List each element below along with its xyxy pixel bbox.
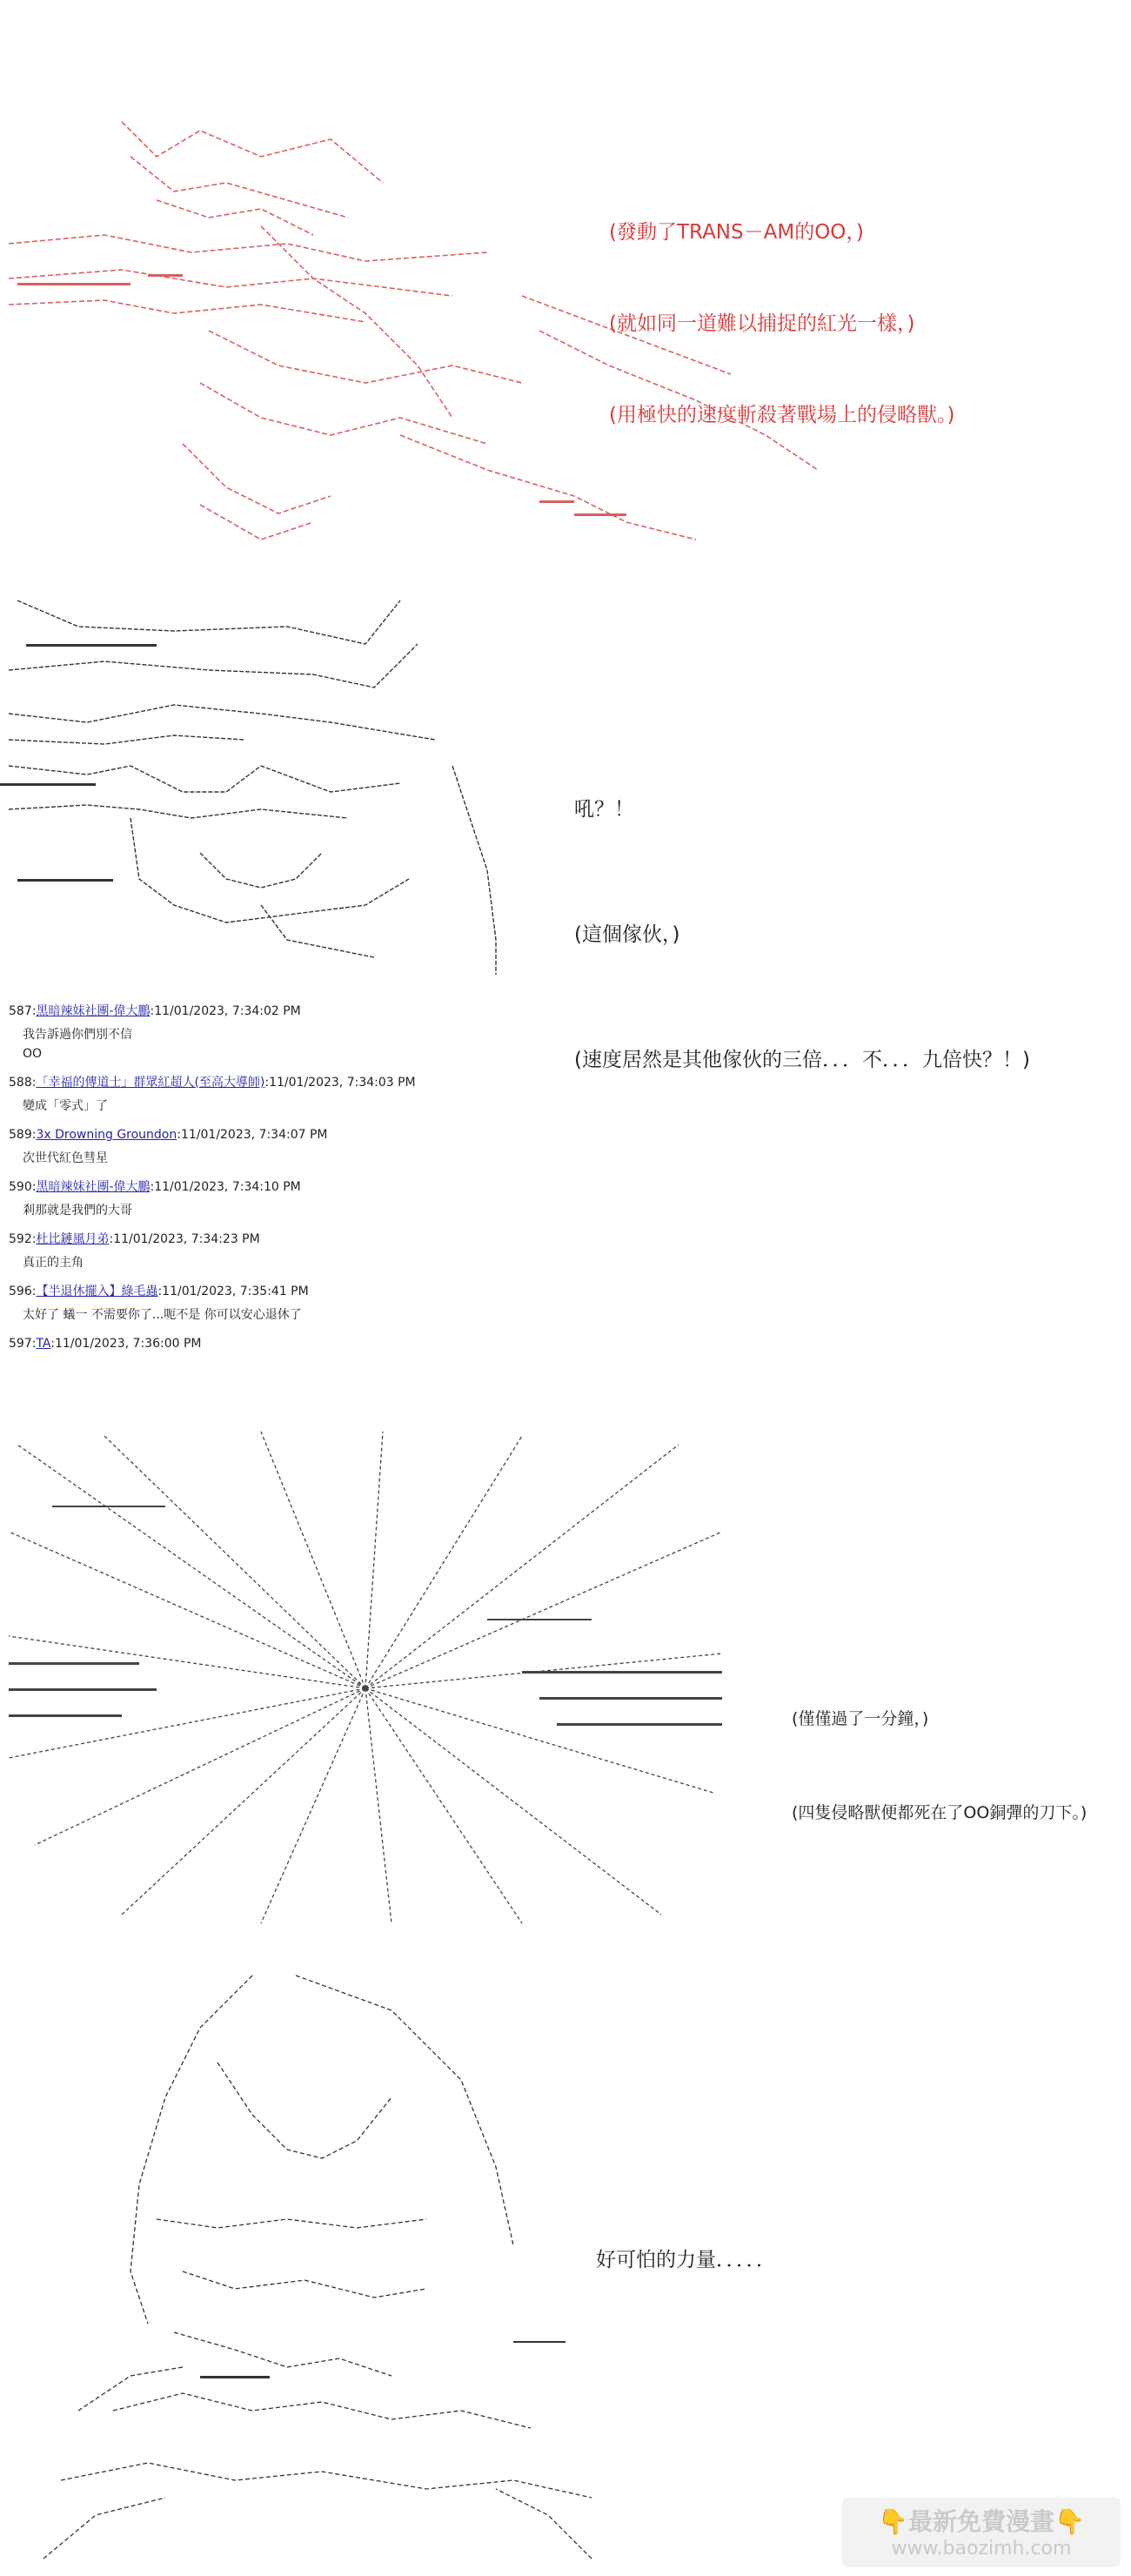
post-date: :11/01/2023, 7:34:23 PM [109, 1232, 260, 1246]
narration-line: (僅僅過了一分鐘，) [792, 1709, 929, 1728]
post-number: 596: [9, 1285, 37, 1298]
post-number: 597: [9, 1337, 37, 1351]
narration-line: (發動了TRANS－AM的OO，) [609, 221, 864, 244]
post-text: 次世代紅色彗星 [23, 1151, 108, 1165]
narration-line: (用極快的速度斬殺著戰場上的侵略獸。) [609, 404, 955, 426]
watermark-url: www.baozimh.com [891, 2538, 1072, 2559]
site-watermark [842, 2498, 1121, 2567]
pointing-down-icon: 👇 [1054, 2507, 1085, 2536]
post-date: :11/01/2023, 7:34:02 PM [150, 1004, 301, 1018]
panel4-narration [596, 2184, 776, 2306]
forum-post [9, 1177, 531, 1220]
post-author-link[interactable]: 「幸福的傳道士」群眾紅超人(至高大導師) [36, 1076, 265, 1090]
forum-post [9, 1333, 531, 1354]
ascii-art-character [26, 1958, 618, 2567]
narration-line: (速度居然是其他傢伙的三倍．．．不．．．九倍快？！) [574, 1049, 1030, 1071]
forum-posts [9, 1001, 531, 1354]
panel2-narration [574, 705, 1030, 1123]
panel1-narration [609, 157, 954, 461]
panel3-narration [792, 1640, 1087, 1860]
forum-post [9, 1001, 531, 1063]
post-author-link[interactable]: 3x Drowning Groundon [36, 1128, 177, 1142]
post-date: :11/01/2023, 7:34:10 PM [150, 1180, 301, 1194]
post-number: 588: [9, 1076, 37, 1090]
ascii-art-explosion [0, 1427, 731, 1932]
forum-post [9, 1072, 531, 1116]
forum-post [9, 1229, 531, 1272]
post-number: 592: [9, 1232, 37, 1246]
post-date: :11/01/2023, 7:34:03 PM [264, 1076, 416, 1090]
forum-post [9, 1124, 531, 1168]
post-number: 590: [9, 1180, 37, 1194]
post-author-link[interactable]: 【半退休擺入】綠毛蟲 [36, 1285, 158, 1298]
post-author-name: TA [36, 1337, 51, 1351]
narration-line: (就如同一道難以捕捉的紅光一樣，) [609, 312, 915, 335]
post-date: :11/01/2023, 7:35:41 PM [157, 1285, 309, 1298]
post-text: 我告訴過你們別不信 [23, 1028, 132, 1042]
post-text: 真正的主角 [23, 1256, 84, 1270]
post-author-link[interactable]: 杜比鏈風月弟 [36, 1232, 110, 1246]
post-author-link[interactable]: 黑暗辣妹社團-偉大鵬 [36, 1180, 151, 1194]
post-text: 變成「零式」了 [23, 1099, 108, 1113]
post-text: OO [23, 1047, 43, 1061]
narration-line: (四隻侵略獸便都死在了OO銅彈的刀下。) [792, 1803, 1088, 1822]
forum-post [9, 1281, 531, 1325]
post-text: 太好了 蟻一 不需要你了...呃不是 你可以安心退休了 [23, 1308, 302, 1322]
post-number: 587: [9, 1004, 37, 1018]
post-date: :11/01/2023, 7:36:00 PM [50, 1337, 202, 1351]
pointing-down-icon: 👇 [878, 2507, 908, 2536]
watermark-title [842, 2503, 1121, 2538]
watermark-title-text: 最新免費漫畫 [907, 2507, 1054, 2536]
post-text: 剎那就是我們的大哥 [23, 1204, 132, 1218]
narration-line: (這個傢伙，) [574, 923, 680, 946]
narration-line: 吼？！ [574, 798, 634, 821]
black-ascii-art-beast [0, 592, 522, 983]
post-number: 589: [9, 1128, 37, 1142]
post-date: :11/01/2023, 7:34:07 PM [177, 1128, 328, 1142]
narration-line: 好可怕的力量．．．．． [596, 2249, 776, 2271]
post-author-link[interactable]: 黑暗辣妹社團-偉大鵬 [36, 1004, 151, 1018]
